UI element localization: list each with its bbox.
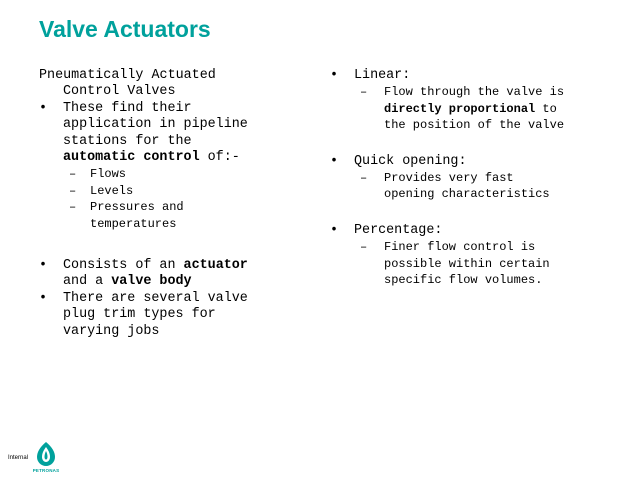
bullet-text-line: plug trim types for bbox=[63, 307, 216, 323]
bullet-trim-types bbox=[39, 291, 309, 340]
dash-icon: – bbox=[69, 183, 77, 198]
bullet-icon: • bbox=[39, 258, 48, 274]
bullet-icon: • bbox=[330, 222, 339, 238]
bullet-icon: • bbox=[39, 100, 48, 116]
bullet-text-line: stations for the bbox=[63, 133, 192, 149]
brand-name: PETRONAS bbox=[32, 468, 60, 473]
bullet-actuator-body bbox=[39, 258, 309, 291]
sub-item-quick bbox=[330, 170, 630, 203]
bold-phrase: actuator bbox=[183, 258, 248, 274]
bullet-icon: • bbox=[330, 68, 339, 83]
dash-icon: – bbox=[360, 171, 368, 186]
sub-item-levels bbox=[39, 183, 309, 199]
sub-item-linear bbox=[330, 84, 630, 133]
sub-item-text: temperatures bbox=[90, 216, 177, 231]
left-column bbox=[39, 68, 309, 340]
sub-item-text: Provides very fast bbox=[384, 171, 514, 186]
bold-phrase: automatic control bbox=[63, 150, 200, 166]
sub-item-text: Pressures and bbox=[90, 200, 184, 215]
bullet-percentage bbox=[330, 223, 630, 239]
sub-item-text: to bbox=[535, 101, 557, 116]
slide-title: Valve Actuators bbox=[39, 16, 211, 42]
bullet-automatic-control bbox=[39, 101, 309, 167]
dash-icon: – bbox=[69, 200, 77, 215]
sub-item-text: possible within certain bbox=[384, 256, 550, 271]
bullet-text-line: application in pipeline bbox=[63, 117, 248, 133]
bullet-icon: • bbox=[330, 153, 339, 169]
bullet-text-line: varying jobs bbox=[63, 323, 160, 339]
sub-item-text: specific flow volumes. bbox=[384, 273, 543, 288]
petronas-emblem-icon bbox=[35, 441, 57, 467]
sub-item-text: Flows bbox=[90, 167, 127, 182]
bullet-text-line: and a bbox=[63, 274, 112, 290]
left-heading-line1: Pneumatically Actuated bbox=[39, 68, 216, 83]
sub-item-text: Finer flow control is bbox=[384, 240, 536, 255]
sub-item-text: Levels bbox=[90, 183, 134, 198]
left-heading bbox=[39, 68, 309, 101]
petronas-logo bbox=[31, 441, 61, 475]
bullet-text-tail: of:- bbox=[199, 150, 240, 166]
sub-item-text: Flow through the valve is bbox=[384, 85, 565, 100]
sub-item-text: the position of the valve bbox=[384, 118, 565, 133]
dash-icon: – bbox=[360, 85, 368, 100]
sub-item-pressures bbox=[39, 199, 309, 232]
dash-icon: – bbox=[69, 167, 77, 182]
classification-label: Internal bbox=[8, 455, 29, 461]
sub-item-percentage bbox=[330, 239, 630, 288]
right-column bbox=[330, 68, 630, 288]
bullet-text-line: Consists of an bbox=[63, 258, 184, 274]
dash-icon: – bbox=[360, 240, 368, 255]
bullet-icon: • bbox=[39, 290, 48, 306]
left-heading-line2: Control Valves bbox=[63, 84, 176, 100]
bullet-heading: Linear: bbox=[354, 68, 411, 83]
bold-phrase: directly proportional bbox=[384, 101, 536, 116]
bullet-text-line: There are several valve bbox=[63, 290, 248, 306]
bullet-heading: Quick opening: bbox=[354, 153, 467, 169]
sub-item-flows bbox=[39, 166, 309, 182]
bullet-heading: Percentage: bbox=[354, 222, 443, 238]
bullet-quick-opening bbox=[330, 154, 630, 170]
bold-phrase: valve body bbox=[111, 274, 192, 290]
bullet-text-line: These find their bbox=[63, 100, 192, 116]
bullet-linear bbox=[330, 68, 630, 84]
sub-item-text: opening characteristics bbox=[384, 187, 550, 202]
